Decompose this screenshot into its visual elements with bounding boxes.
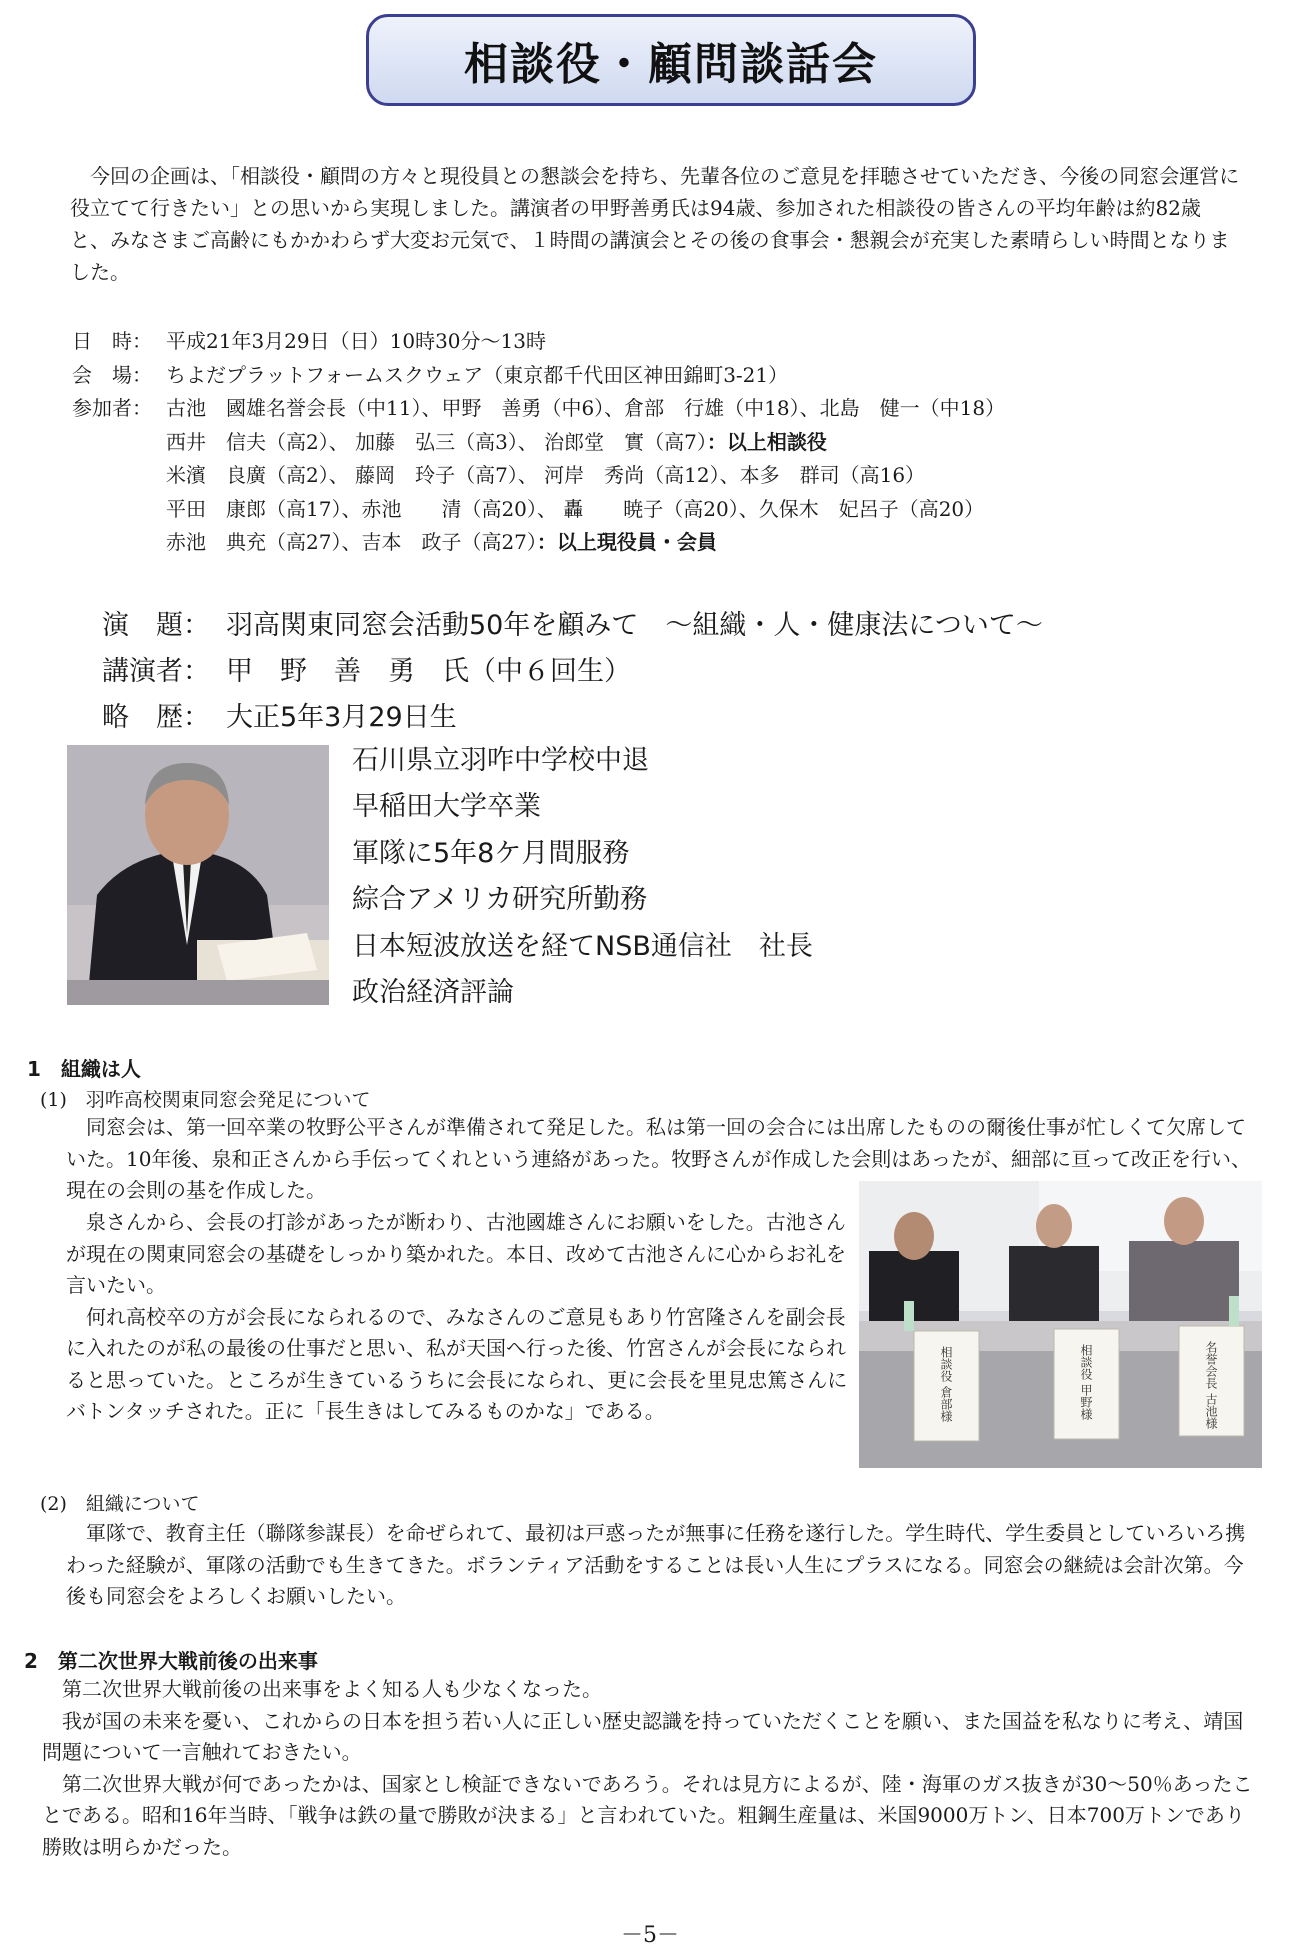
paragraph: 泉さんから、会長の打診があったが断わり、古池國雄さんにお願いをした。古池さんが現在の関東同窓会の基礎をしっかり築かれた。本日、改めて古池さんに心からお礼を言いたい。 [66, 1210, 846, 1297]
topic-value: 羽高関東同窓会活動50年を顧みて ～組織・人・健康法について～ [226, 610, 1043, 641]
section-1-heading: 1 組織は人 [27, 1057, 141, 1081]
career-item: 政治経済評論 [352, 977, 514, 1009]
section-1-2-paras [66, 1518, 1262, 1613]
attendees-line-5 [72, 526, 1252, 560]
page-number: －5－ [621, 1923, 679, 1948]
speaker-value: 甲 野 善 勇 氏（中６回生） [226, 656, 631, 687]
attendees-names: 西井 信夫（高2）、 加藤 弘三（高3）、 治郎堂 實（高7） [166, 429, 707, 454]
speaker-label: 講演者： [102, 656, 210, 687]
attendees-group-label: ：以上相談役 [706, 429, 827, 454]
section-2-heading: 2 第二次世界大戦前後の出来事 [24, 1649, 318, 1673]
panel-photo-image [859, 1181, 1262, 1468]
career-item: 日本短波放送を経てNSB通信社 社長 [352, 930, 813, 962]
venue-label: 会 場： [72, 362, 152, 387]
name-card-middle: 相談役 甲野様 [1079, 1344, 1093, 1420]
paragraph: 第二次世界大戦が何であったかは、国家とし検証できないであろう。それは見方によるが、陸・海軍のガス抜きが30～50％あったことである。昭和16年当時、「戦争は鉄の量で勝敗が決まる」と言われていた。粗鋼生産量は、米国9000万トン、日本700万トンであり勝敗は明らかだった。 [42, 1771, 1253, 1859]
intro-section [70, 160, 1240, 288]
topic-label: 演 題： [102, 610, 210, 641]
event-info [72, 325, 1252, 560]
section-1-2-heading: (2) 組織について [40, 1493, 200, 1515]
title-banner [366, 14, 976, 106]
panel-photo [859, 1181, 1262, 1468]
name-card-right: 名誉会長 古池様 [1204, 1341, 1218, 1429]
speaker-photo [67, 745, 329, 1005]
section-1-1-paras [66, 1207, 856, 1428]
history-row [102, 695, 1043, 741]
history-label: 略 歴： [102, 702, 210, 733]
section-2-paras [42, 1674, 1262, 1863]
venue-row [72, 359, 1252, 393]
speaker-row [102, 649, 1043, 695]
attendees-line: 古池 國雄名誉会長（中11）、甲野 善勇（中6）、倉部 行雄（中18）、北島 健一（中18） [166, 396, 1006, 420]
name-card-left: 相談役 倉部様 [939, 1346, 953, 1422]
attendees-group-label: ：以上現役員・会員 [536, 530, 717, 554]
venue-value: ちよだプラットフォームスクウェア（東京都千代田区神田錦町3-21） [166, 362, 789, 387]
datetime-value: 平成21年3月29日（日）10時30分～13時 [166, 329, 546, 353]
intro-paragraph: 今回の企画は、「相談役・顧問の方々と現役員との懇談会を持ち、先輩各位のご意見を拝聴させていただき、今後の同窓会運営に役立てて行きたい」との思いから実現しました。講演者の甲野善勇氏は94歳、参加された相談役の皆さんの平均年齢は約82歳と、みなさまご高齢にもかかわらず大変お元気で、１時間の講演会とその後の食事会・懇親会が充実した素晴らしい時間となりました。 [70, 164, 1240, 284]
topic-row [102, 603, 1043, 649]
lecture-info [102, 603, 1043, 741]
paragraph: 軍隊で、教育主任（聯隊参謀長）を命ぜられて、最初は戸惑ったが無事に任務を遂行した。学生時代、学生委員としていろいろ携わった経験が、軍隊の活動でも生きてきた。ボランティア活動をすることは長い人生にプラスになる。同窓会の継続は会計次第。今後も同窓会をよろしくお願いしたい。 [66, 1521, 1246, 1608]
attendees-line-3: 米濱 良廣（高2）、 藤岡 玲子（高7）、 河岸 秀尚（高12）、本多 群司（高16） [166, 463, 926, 487]
attendees-names: 赤池 典充（高27）、吉本 政子（高27） [166, 530, 537, 554]
attendees-row [72, 392, 1252, 426]
paragraph: 第二次世界大戦前後の出来事をよく知る人も少なくなった。 [62, 1677, 602, 1701]
career-item: 早稲田大学卒業 [352, 791, 541, 823]
datetime-label: 日 時： [72, 329, 152, 353]
paragraph: 我が国の未来を憂い、これからの日本を担う若い人に正しい歴史認識を持っていただくことを願い、また国益を私なりに考え、靖国問題について一言触れておきたい。 [42, 1708, 1244, 1764]
paragraph: 何れ高校卒の方が会長になられるので、みなさんのご意見もあり竹宮隆さんを副会長に入れたのが私の最後の仕事だと思い、私が天国へ行った後、竹宮さんが会長になられると思っていた。ところが生きているうちに会長になられ、更に会長を里見忠篤さんにバトンタッチされた。正に「長生きはしてみるものかな」である。 [66, 1304, 848, 1423]
career-item: 石川県立羽咋中学校中退 [352, 745, 649, 776]
career-list [352, 738, 813, 1016]
page-title: 相談役・顧問談話会 [464, 39, 878, 90]
attendees-line-2 [72, 426, 1252, 460]
attendees-line-4: 平田 康郎（高17）、赤池 清（高20）、 轟 暁子（高20）、久保木 妃呂子（高20） [166, 496, 985, 521]
history-value: 大正5年3月29日生 [226, 702, 457, 733]
datetime-row [72, 325, 1252, 359]
section-1-1-heading: (1) 羽咋高校関東同窓会発足について [40, 1089, 371, 1111]
attendees-label: 参加者： [72, 396, 152, 420]
speaker-photo-image [67, 745, 329, 1005]
paragraph: 同窓会は、第一回卒業の牧野公平さんが準備されて発足した。私は第一回の会合には出席したものの爾後仕事が忙しくて欠席していた。10年後、泉和正さんから手伝ってくれという連絡があった。牧野さんが作成した会則はあったが、細部に亘って改正を行い、現在の会則の基を作成した。 [66, 1115, 1252, 1202]
career-item: 軍隊に5年8ケ月間服務 [352, 837, 630, 869]
career-item: 綜合アメリカ研究所勤務 [352, 884, 648, 916]
